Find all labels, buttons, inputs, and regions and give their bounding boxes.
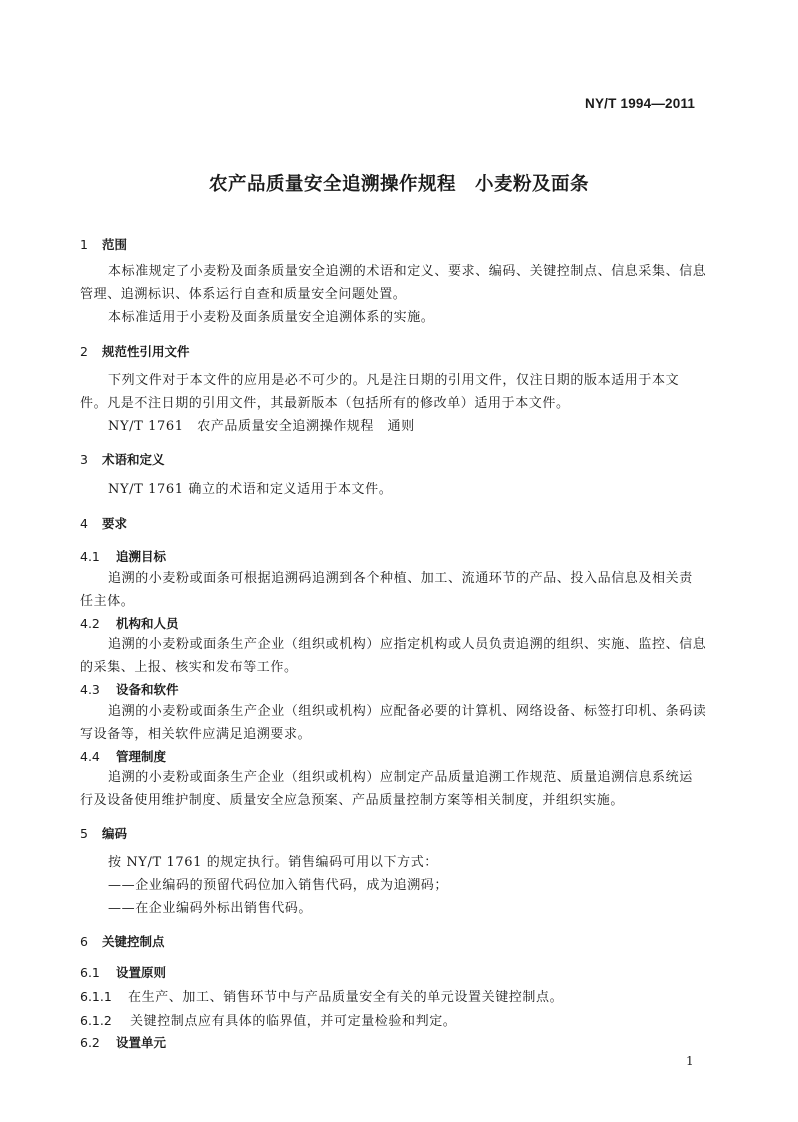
page-title: 农产品质量安全追溯操作规程 小麦粉及面条 — [208, 174, 589, 195]
subsection-number: 4.4 — [80, 749, 100, 764]
subsection-4-3-line-2: 写设备等，相关软件应满足追溯要求。 — [80, 727, 312, 742]
section-1-para-1-line-1: 本标准规定了小麦粉及面条质量安全追溯的术语和定义、要求、编码、关键控制点、信息采集、信息 — [108, 264, 707, 279]
section-title: 关键控制点 — [102, 934, 165, 949]
section-2-reference: NY/T 1761 农产品质量安全追溯操作规程 通则 — [108, 419, 415, 434]
subsection-4-1-line-1: 追溯的小麦粉或面条可根据追溯码追溯到各个种植、加工、流通环节的产品、投入品信息及相关责 — [108, 571, 693, 586]
subsection-4-1-heading — [80, 547, 166, 565]
clause-number: 6.1.2 — [80, 1013, 112, 1028]
subsection-title: 设置原则 — [116, 965, 167, 980]
subsection-number: 4.1 — [80, 549, 100, 564]
section-5-list-item-2: ——在企业编码外标出销售代码。 — [108, 901, 313, 916]
section-3-para-1: NY/T 1761 确立的术语和定义适用于本文件。 — [108, 482, 393, 497]
subsection-4-4-line-2: 行及设备使用维护制度、质量安全应急预案、产品质量控制方案等相关制度，并组织实施。 — [80, 793, 625, 808]
section-3-heading — [80, 450, 165, 468]
subsection-number: 4.3 — [80, 682, 100, 697]
subsection-4-3-line-1: 追溯的小麦粉或面条生产企业（组织或机构）应配备必要的计算机、网络设备、标签打印机、条码读 — [108, 704, 707, 719]
section-number: 4 — [80, 516, 88, 531]
section-number: 6 — [80, 934, 88, 949]
section-2-para-1-line-2: 件。凡是不注日期的引用文件，其最新版本（包括所有的修改单）适用于本文件。 — [80, 396, 570, 411]
section-title: 范围 — [102, 237, 128, 252]
section-title: 编码 — [102, 826, 128, 841]
clause-6-1-2 — [80, 1010, 456, 1033]
subsection-number: 6.1 — [80, 965, 100, 980]
section-5-list-item-1: ——企业编码的预留代码位加入销售代码，成为追溯码； — [108, 878, 449, 893]
subsection-4-3-heading — [80, 680, 179, 698]
section-1-para-2: 本标准适用于小麦粉及面条质量安全追溯体系的实施。 — [108, 310, 435, 325]
clause-6-1-1 — [80, 986, 563, 1009]
subsection-number: 4.2 — [80, 616, 100, 631]
page-number: 1 — [686, 1054, 694, 1068]
subsection-4-1-line-2: 任主体。 — [80, 594, 135, 609]
subsection-4-4-heading — [80, 747, 166, 765]
section-number: 1 — [80, 237, 88, 252]
section-1-para-1-line-2: 管理、追溯标识、体系运行自查和质量安全问题处置。 — [80, 287, 407, 302]
section-4-heading — [80, 514, 127, 532]
subsection-4-2-heading — [80, 614, 179, 632]
section-6-heading — [80, 932, 165, 950]
subsection-4-2-line-2: 的采集、上报、核实和发布等工作。 — [80, 660, 298, 675]
subsection-4-2-line-1: 追溯的小麦粉或面条生产企业（组织或机构）应指定机构或人员负责追溯的组织、实施、监控、信息 — [108, 637, 707, 652]
section-2-para-1-line-1: 下列文件对于本文件的应用是必不可少的。凡是注日期的引用文件，仅注日期的版本适用于本文 — [108, 373, 680, 388]
section-2-heading — [80, 342, 190, 360]
subsection-6-2-heading — [80, 1033, 166, 1051]
section-title: 术语和定义 — [102, 452, 165, 467]
clause-text: 在生产、加工、销售环节中与产品质量安全有关的单元设置关键控制点。 — [128, 990, 564, 1005]
clause-number: 6.1.1 — [80, 989, 112, 1004]
subsection-6-1-heading — [80, 963, 166, 981]
section-title: 要求 — [102, 516, 128, 531]
clause-text: 关键控制点应有具体的临界值，并可定量检验和判定。 — [130, 1014, 457, 1029]
section-5-heading — [80, 824, 127, 842]
subsection-title: 机构和人员 — [116, 616, 179, 631]
subsection-title: 追溯目标 — [116, 549, 167, 564]
section-number: 5 — [80, 826, 88, 841]
section-title: 规范性引用文件 — [102, 344, 190, 359]
section-1-heading — [80, 235, 127, 253]
standard-code: NY/T 1994—2011 — [585, 96, 696, 111]
subsection-title: 设置单元 — [116, 1035, 167, 1050]
subsection-title: 设备和软件 — [116, 682, 179, 697]
section-number: 3 — [80, 452, 88, 467]
subsection-4-4-line-1: 追溯的小麦粉或面条生产企业（组织或机构）应制定产品质量追溯工作规范、质量追溯信息系统运 — [108, 770, 693, 785]
subsection-title: 管理制度 — [116, 749, 167, 764]
subsection-number: 6.2 — [80, 1035, 100, 1050]
section-5-para-1: 按 NY/T 1761 的规定执行。销售编码可用以下方式： — [108, 855, 438, 870]
section-number: 2 — [80, 344, 88, 359]
